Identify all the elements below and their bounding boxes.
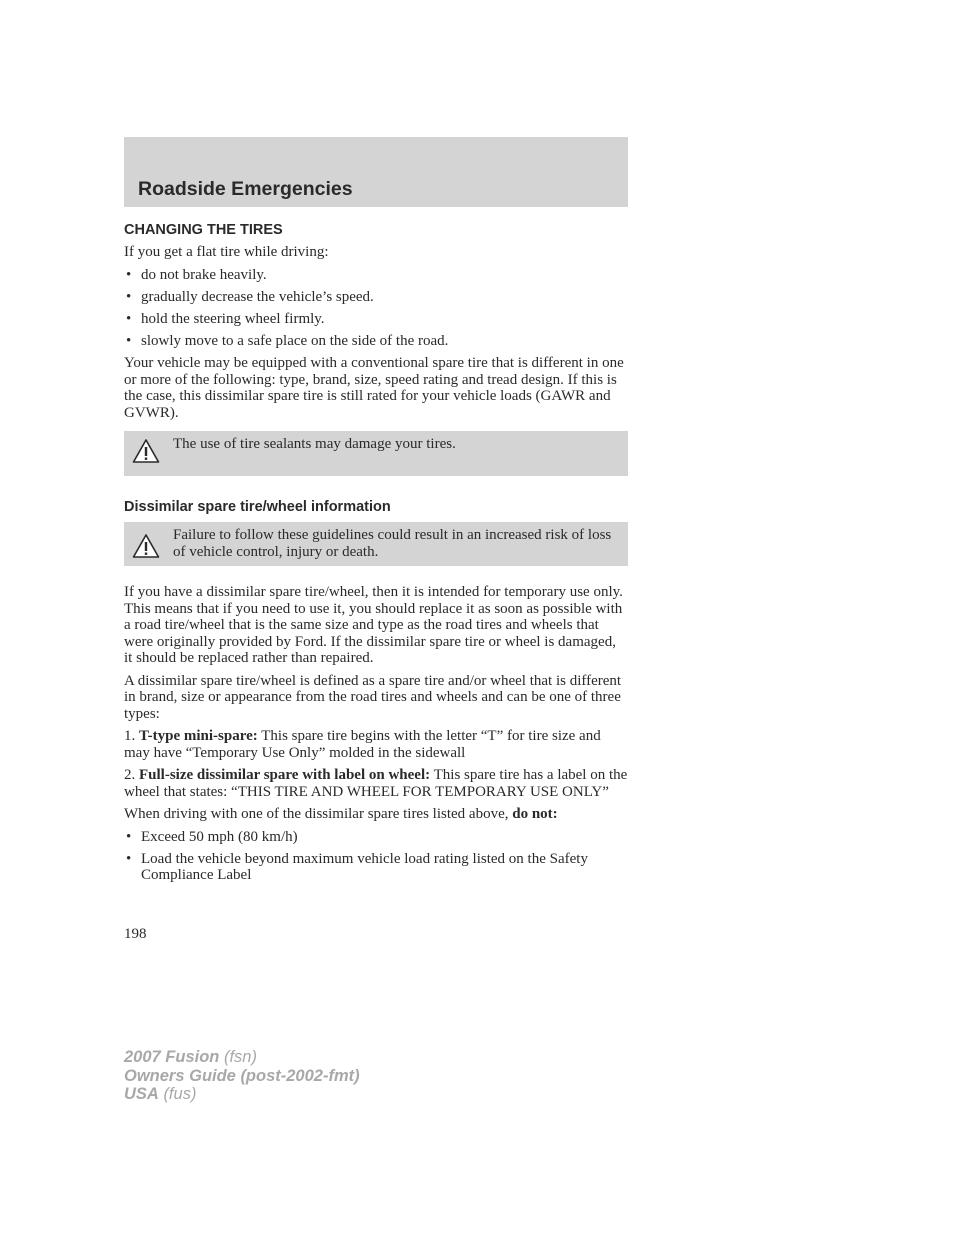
driving-text: When driving with one of the dissimilar spare tires listed above, — [124, 806, 509, 822]
chapter-header — [124, 137, 628, 207]
type-description: This spare tire begins with the letter “T” for tire size and may have “Temporary Use Only” molded in the sidewall — [124, 728, 601, 761]
footer-market-code: (fus) — [163, 1085, 197, 1103]
spare-type-1 — [124, 728, 628, 761]
page-number: 198 — [124, 926, 147, 942]
flat-tire-bullet-list — [124, 267, 628, 350]
warning-text: The use of tire sealants may damage your tires. — [173, 436, 456, 452]
footer-model: 2007 Fusion — [124, 1048, 220, 1066]
dissimilar-paragraph-1: If you have a dissimilar spare tire/wheel, then it is intended for temporary use only. This means that if you need to use it, you should replace it as soon as possible with a road tire/wheel that is the same size and type as the road tires and wheels that were originally provided by Ford. If the dissimilar spare tire or wheel is damaged, it should be replaced rather than repaired. — [124, 584, 623, 666]
list-item: • hold the steering wheel firmly. — [124, 311, 628, 328]
driving-emphasis: do not: — [512, 806, 558, 822]
document-footer — [124, 1048, 360, 1104]
footer-line-3 — [124, 1085, 360, 1104]
list-item: • gradually decrease the vehicle’s speed. — [124, 289, 628, 306]
footer-model-code: (fsn) — [223, 1048, 257, 1066]
driving-instruction — [124, 806, 628, 823]
warning-triangle-icon — [132, 533, 160, 559]
warning-text: Failure to follow these guidelines could result in an increased risk of loss of vehicle control, injury or death. — [173, 527, 612, 560]
list-item: • slowly move to a safe place on the side of the road. — [124, 333, 628, 350]
type-label: T-type mini-spare: — [139, 728, 258, 744]
section-intro: If you get a flat tire while driving: — [124, 244, 329, 260]
type-label: Full-size dissimilar spare with label on wheel: — [139, 767, 431, 783]
footer-guide: Owners Guide (post-2002-fmt) — [124, 1066, 360, 1085]
type-number: 1. — [124, 728, 136, 744]
section-heading: CHANGING THE TIRES — [124, 222, 283, 238]
list-item: • do not brake heavily. — [124, 267, 628, 284]
spare-type-2 — [124, 767, 628, 800]
warning-box-sealants — [124, 431, 628, 476]
footer-line-2 — [124, 1067, 360, 1086]
spare-tire-paragraph: Your vehicle may be equipped with a conventional spare tire that is different in one or more of the following: type, brand, size, speed rating and tread design. If this is the case, this dissimilar spare tire is still rated for your vehicle loads (GAWR and GVWR). — [124, 355, 624, 421]
footer-line-1 — [124, 1048, 360, 1067]
type-description: This spare tire has a label on the wheel that states: “THIS TIRE AND WHEEL FOR TEMPORARY USE ONLY” — [124, 767, 628, 800]
type-number: 2. — [124, 767, 136, 783]
dissimilar-paragraph-2: A dissimilar spare tire/wheel is defined as a spare tire and/or wheel that is different in brand, size or appearance from the road tires and wheels and can be one of three types: — [124, 672, 622, 722]
do-not-bullet-list — [124, 829, 628, 884]
list-item: • Exceed 50 mph (80 km/h) — [124, 829, 628, 846]
page-content — [124, 221, 628, 890]
footer-market: USA — [124, 1085, 159, 1103]
chapter-title: Roadside Emergencies — [138, 178, 353, 200]
warning-triangle-icon — [132, 438, 160, 464]
subsection-heading: Dissimilar spare tire/wheel information — [124, 499, 391, 515]
list-item: • Load the vehicle beyond maximum vehicle load rating listed on the Safety Compliance Label — [124, 851, 628, 884]
warning-box-guidelines — [124, 522, 628, 566]
